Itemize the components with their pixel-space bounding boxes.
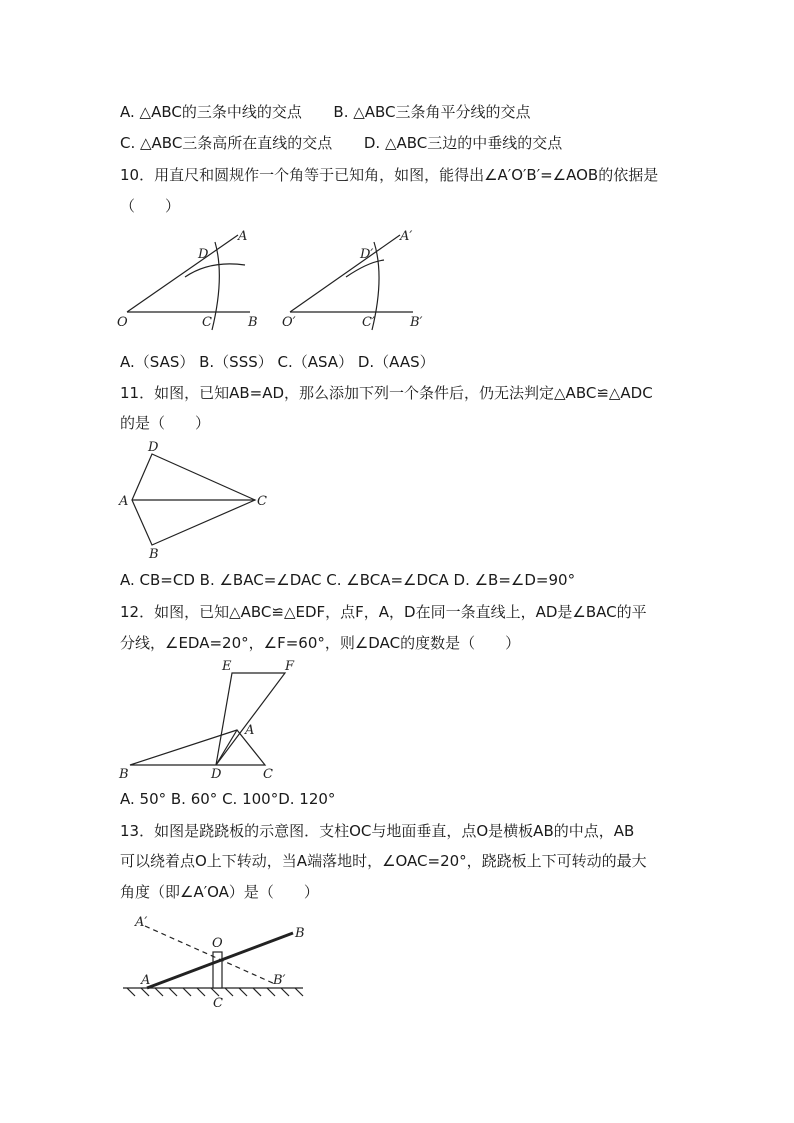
q12-stem-line-2: 分线，∠EDA=20°，∠F=60°，则∠DAC的度数是（ ） (120, 634, 521, 652)
q13-label-a: A (141, 973, 151, 988)
q10-left-label-d: D (198, 247, 209, 262)
q12-label-b: B (119, 767, 129, 782)
q10-stem-line-1: 10．用直尺和圆规作一个角等于已知角，如图，能得出∠A′O′B′=∠AOB的依据是 (120, 166, 659, 184)
q12-label-a: A (245, 723, 255, 738)
q13-label-b-prime: B′ (273, 973, 286, 988)
q13-stem-line-2: 可以绕着点O上下转动，当A端落地时，∠OAC=20°，跷跷板上下可转动的最大 (120, 852, 647, 870)
q13-label-a-prime: A′ (135, 915, 148, 930)
q10-left-label-a: A (238, 229, 248, 244)
q10-left-label-c: C (202, 315, 212, 330)
q9-option-d: D. △ABC三边的中垂线的交点 (363, 134, 563, 152)
q13-ground-hatching (127, 988, 303, 996)
q10-left-label-o: O (117, 315, 128, 330)
q10-right-label-c: C′ (362, 315, 375, 330)
q12-label-f: F (285, 659, 295, 674)
q10-options: A.（SAS） B.（SSS） C.（ASA） D.（AAS） (120, 353, 435, 371)
q10-stem-line-2: （ ） (120, 197, 181, 215)
q11-label-d: D (148, 440, 159, 455)
q13-label-o: O (212, 936, 223, 951)
q12-stem-line-1: 12．如图，已知△ABC≌△EDF，点F，A，D在同一条直线上，AD是∠BAC的平 (120, 603, 647, 621)
q11-options: A. CB=CD B. ∠BAC=∠DAC C. ∠BCA=∠DCA D. ∠B=∠D=90° (120, 571, 576, 589)
q10-figure-left (117, 229, 258, 330)
q13-label-c: C (213, 996, 223, 1011)
q11-label-b: B (149, 547, 159, 562)
q12-label-e: E (222, 659, 232, 674)
q9-options-row-1 (120, 102, 531, 122)
q9-option-a: A. △ABC的三条中线的交点 (120, 103, 302, 121)
q10-right-label-a: A′ (400, 229, 413, 244)
q12-figure (115, 658, 300, 783)
q13-stem-line-3: 角度（即∠A′OA）是（ ） (120, 883, 319, 901)
q13-stem-line-1: 13．如图是跷跷板的示意图．支柱OC与地面垂直，点O是横板AB的中点，AB (120, 822, 635, 840)
q10-figure-right (282, 229, 423, 330)
q11-figure (112, 437, 282, 565)
q13-board-dashed (145, 926, 275, 984)
q12-triangle-edf (216, 673, 285, 765)
q11-stem-line-2: 的是（ ） (120, 414, 211, 432)
q10-left-label-b: B (248, 315, 258, 330)
q10-right-label-d: D′ (360, 247, 374, 262)
q10-right-label-o: O′ (282, 315, 296, 330)
q11-label-a: A (119, 494, 129, 509)
q9-options-row-2 (120, 133, 562, 153)
q9-option-b: B. △ABC三条角平分线的交点 (333, 103, 531, 121)
q12-label-d: D (211, 767, 222, 782)
q12-label-c: C (263, 767, 273, 782)
q9-option-c: C. △ABC三条高所在直线的交点 (120, 134, 333, 152)
q12-options: A. 50° B. 60° C. 100°D. 120° (120, 790, 336, 808)
q13-figure (115, 910, 315, 1015)
q13-label-b: B (295, 926, 305, 941)
q10-right-label-b: B′ (410, 315, 423, 330)
q11-stem-line-1: 11．如图，已知AB=AD，那么添加下列一个条件后，仍无法判定△ABC≌△ADC (120, 384, 653, 402)
q10-figure (110, 222, 440, 337)
q11-label-c: C (257, 494, 267, 509)
